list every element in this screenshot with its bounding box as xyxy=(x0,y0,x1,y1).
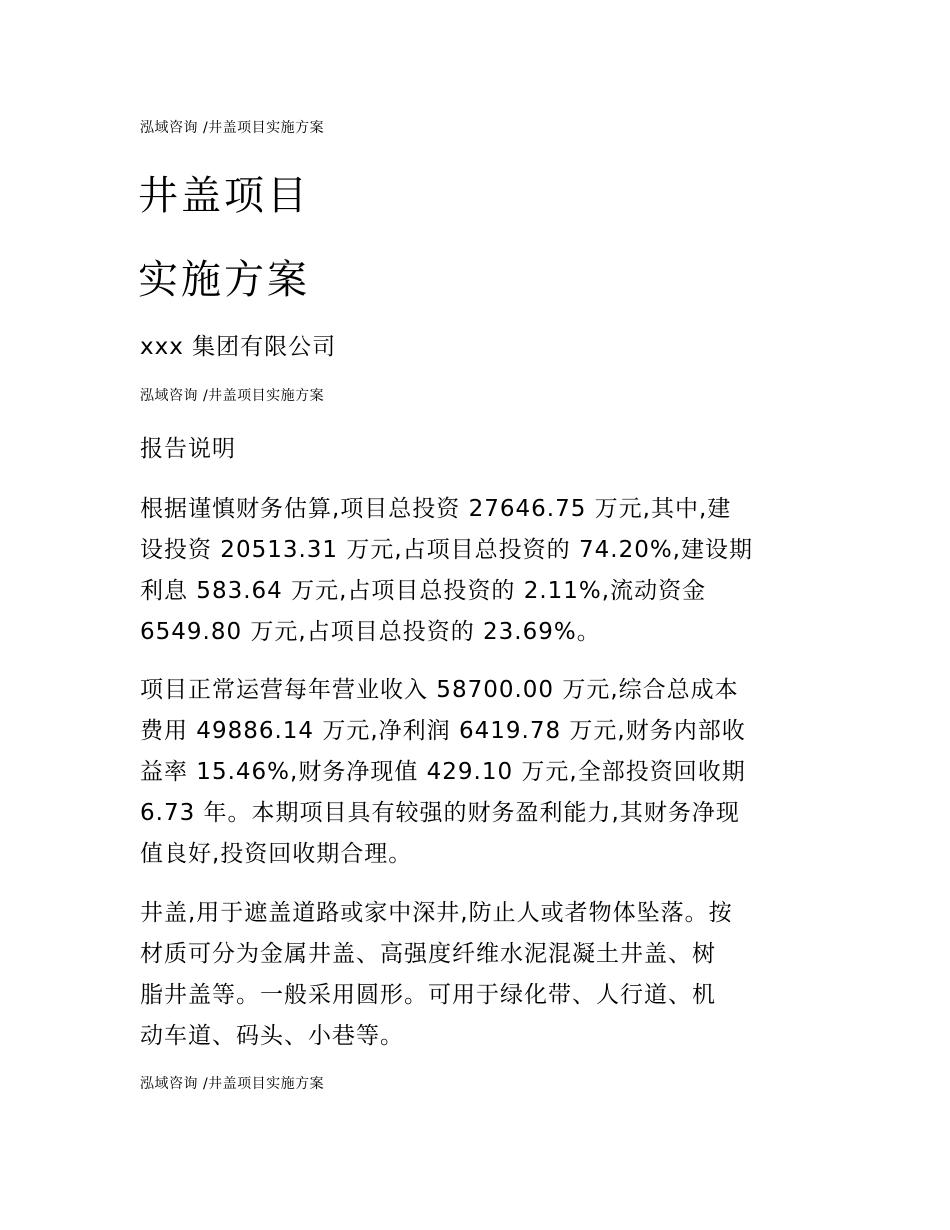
report-paragraph-investment xyxy=(140,489,820,653)
paragraph-line: 材质可分为金属井盖、高强度纤维水泥混凝土井盖、树 xyxy=(140,941,716,967)
paragraph-line: 动车道、码头、小巷等。 xyxy=(140,1023,404,1049)
paragraph-line: 项目正常运营每年营业收入 58700.00 万元,综合总成本 xyxy=(140,677,739,703)
paragraph-line: 井盖,用于遮盖道路或家中深井,防止人或者物体坠落。按 xyxy=(140,900,733,926)
paragraph-line: 费用 49886.14 万元,净利润 6419.78 万元,财务内部收 xyxy=(140,718,746,744)
running-header-middle: 泓域咨询 /井盖项目实施方案 xyxy=(140,388,325,404)
paragraph-line: 脂井盖等。一般采用圆形。可用于绿化带、人行道、机 xyxy=(140,982,716,1008)
paragraph-line: 6.73 年。本期项目具有较强的财务盈利能力,其财务净现 xyxy=(140,800,740,826)
paragraph-line: 利息 583.64 万元,占项目总投资的 2.11%,流动资金 xyxy=(140,578,707,604)
paragraph-line: 6549.80 万元,占项目总投资的 23.69%。 xyxy=(140,619,601,645)
running-header-top: 泓域咨询 /井盖项目实施方案 xyxy=(140,120,325,136)
paragraph-line: 益率 15.46%,财务净现值 429.10 万元,全部投资回收期 xyxy=(140,759,746,785)
report-paragraph-product xyxy=(140,893,820,1057)
company-name: xxx 集团有限公司 xyxy=(140,334,337,360)
cover-title-line-1: 井盖项目 xyxy=(138,173,310,219)
report-heading: 报告说明 xyxy=(140,436,236,462)
paragraph-line: 值良好,投资回收期合理。 xyxy=(140,841,413,867)
paragraph-line: 根据谨慎财务估算,项目总投资 27646.75 万元,其中,建 xyxy=(140,496,732,522)
report-paragraph-revenue xyxy=(140,670,820,875)
paragraph-line: 设投资 20513.31 万元,占项目总投资的 74.20%,建设期 xyxy=(140,537,753,563)
cover-title-line-2: 实施方案 xyxy=(138,257,310,303)
running-header-bottom: 泓域咨询 /井盖项目实施方案 xyxy=(140,1076,325,1092)
